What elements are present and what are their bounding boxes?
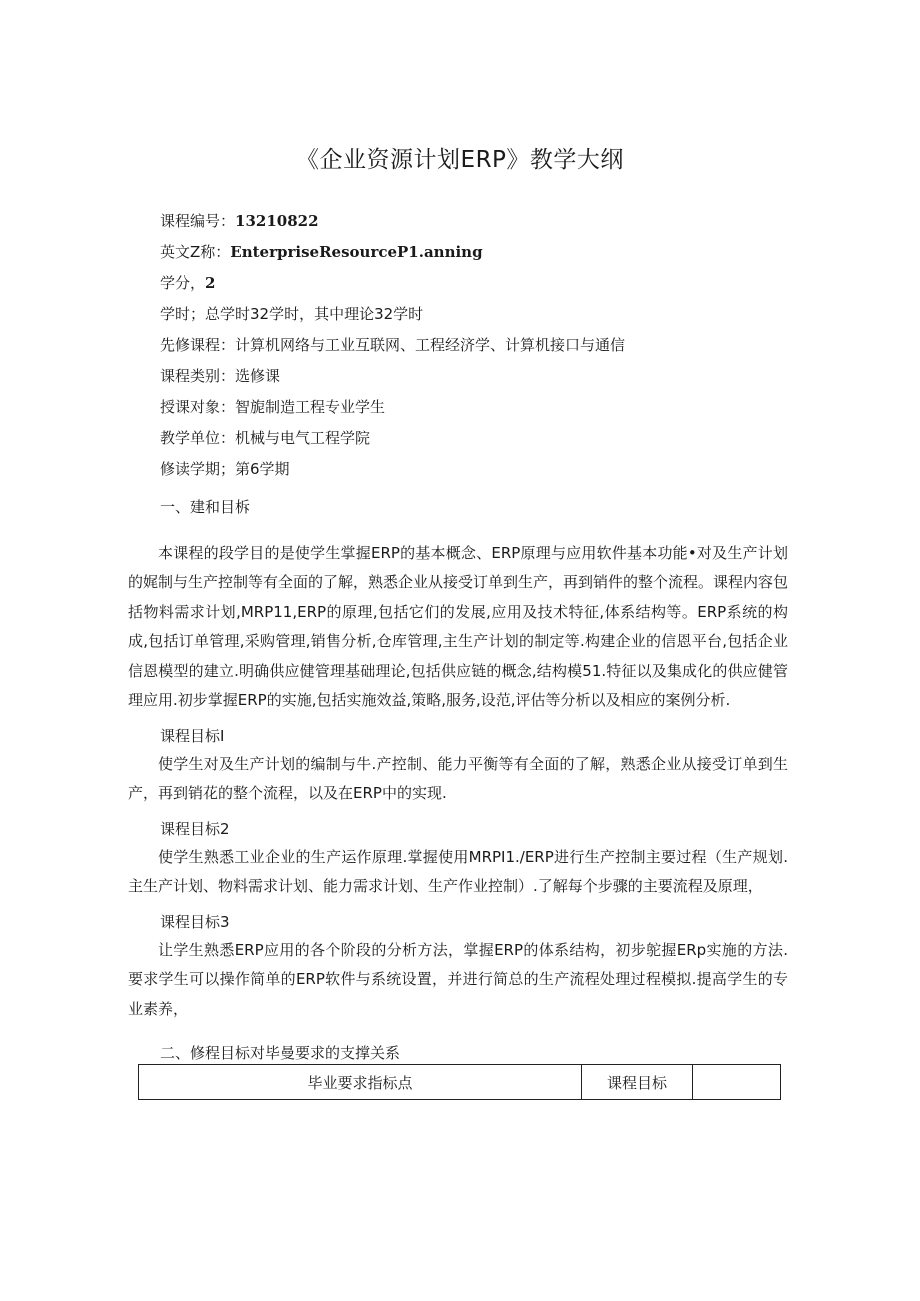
- meta-audience: 授课对象：智旎制造工程专业学生: [160, 398, 386, 416]
- intro-paragraph: 本课程的段学目的是使学生掌握ERP的基本概念、ERP原理与应用软件基本功能•对及生产计划的娓制与生产控制等有全面的了解，熟悉企业从接受订单到生产，再到销件的整个流程。课程内容包括物料需求计划,MRP11,ERP的原理,包括它们的发展,应用及技术特征,体系结构等。ERP系统的构成,包括订单管理,采购管理,销售分析,仓库管理,主生产计划的制定等.构建企业的信恩平台,包括企业信恩模型的建立.明确供应健管理基础理论,包括供应链的概念,结构模51.特征以及集成化的供应健管理应用.初步掌握ERP的实施,包括实施效益,策略,服务,设范,评估等分析以及相应的案例分析.: [128, 544, 789, 710]
- goal-2-text: 使学生熟悉工业企业的生产运作原理.掌握使用MRPI1./ERP进行生产控制主要过程（生产规划.主生产计划、物料需求计划、能力需求计划、生产作业控制）.了解每个步骤的主要流程及原理，: [128, 848, 788, 896]
- table-row: [139, 1065, 781, 1100]
- meta-english-name: 英文Z称：EnterpriseResourceP1.anning: [160, 243, 483, 261]
- goal-3-text: 让学生熟悉ERP应用的各个阶段的分析方法，掌握ERP的体系结构，初步鸵握ERp实施的方法.要求学生可以操作简单的ERP软件与系统设置，并进行简总的生产流程处理过程模拟.提高学生的专业素养，: [128, 941, 788, 1018]
- goal-1-text: 使学生对及生产计划的编制与牛.产控制、能力平衡等有全面的了解，熟悉企业从接受订单到生产，再到销花的整个流程，以及在ERP中的实现.: [128, 755, 788, 803]
- meta-course-code: 课程编号：13210822: [160, 212, 319, 230]
- meta-category: 课程类别：选修课: [160, 367, 281, 385]
- goal-3-heading: 课程目标3: [160, 913, 230, 931]
- meta-hours: 学时；总学时32学时，其中理论32学时: [160, 305, 424, 323]
- meta-semester: 修读学期；第6学期: [160, 460, 290, 478]
- table-header-requirement: 毕业要求指标点: [139, 1065, 582, 1100]
- meta-credits: 学分，2: [160, 274, 216, 292]
- meta-prerequisites: 先修课程：计算机网络与工业互联网、工程经济学、计算机接口与通信: [160, 336, 626, 354]
- table-header-course-goal: 课程目标: [582, 1065, 693, 1100]
- document-title: 《企业资源计划ERP》教学大纲: [296, 147, 624, 173]
- section-heading-goals: 一、建和目柝: [160, 498, 251, 516]
- goal-1-heading: 课程目标I: [160, 727, 225, 745]
- goal-2-heading: 课程目标2: [160, 820, 230, 838]
- requirements-table: [138, 1064, 781, 1100]
- table-header-empty: [693, 1065, 781, 1100]
- meta-unit: 教学单位：机械与电气工程学院: [160, 429, 371, 447]
- section-heading-support: 二、修程目标对毕曼要求的支撑关系: [160, 1044, 401, 1062]
